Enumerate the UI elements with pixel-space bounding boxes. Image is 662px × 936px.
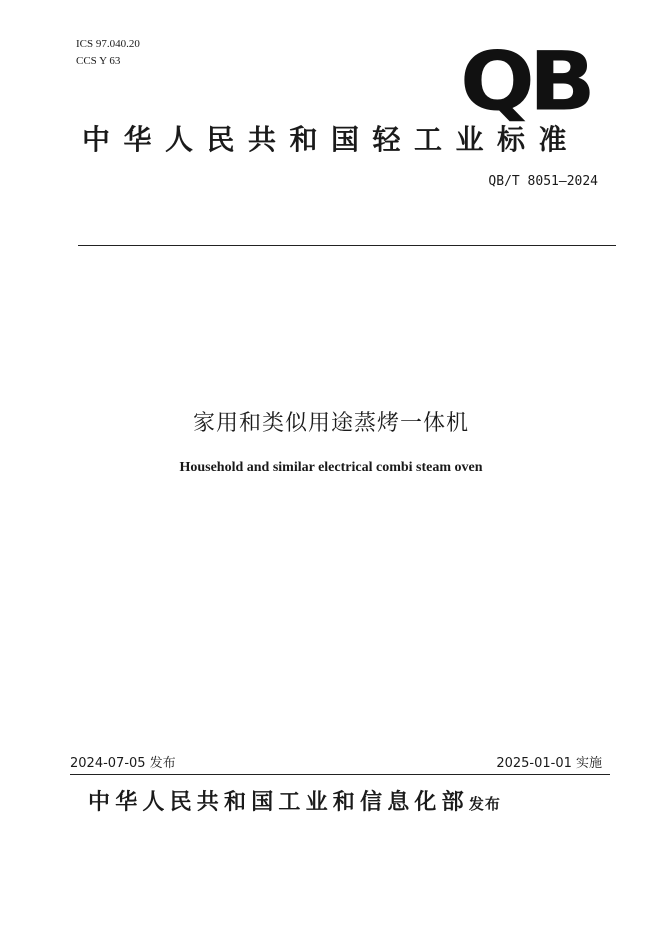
document-title-chinese: 家用和类似用途蒸烤一体机	[192, 411, 469, 436]
document-title-english: Household and similar electrical combi steam oven	[179, 460, 483, 475]
publisher-name: 中华人民共和国工业和信息化部	[88, 790, 469, 815]
standard-category-title: 中华人民共和国轻工业标准	[82, 123, 581, 156]
header-divider	[78, 245, 616, 246]
ccs-code: CCS Y 63	[76, 55, 121, 67]
publisher-suffix: 发布	[468, 795, 501, 813]
standard-code: QB/T 8051—2024	[488, 174, 598, 189]
publisher	[88, 788, 501, 819]
qb-logo: QB	[460, 33, 590, 129]
implementation-date: 2025-01-01 实施	[496, 756, 602, 771]
ics-code: ICS 97.040.20	[76, 38, 140, 50]
issue-date: 2024-07-05 发布	[70, 756, 176, 771]
footer-divider	[70, 774, 610, 775]
